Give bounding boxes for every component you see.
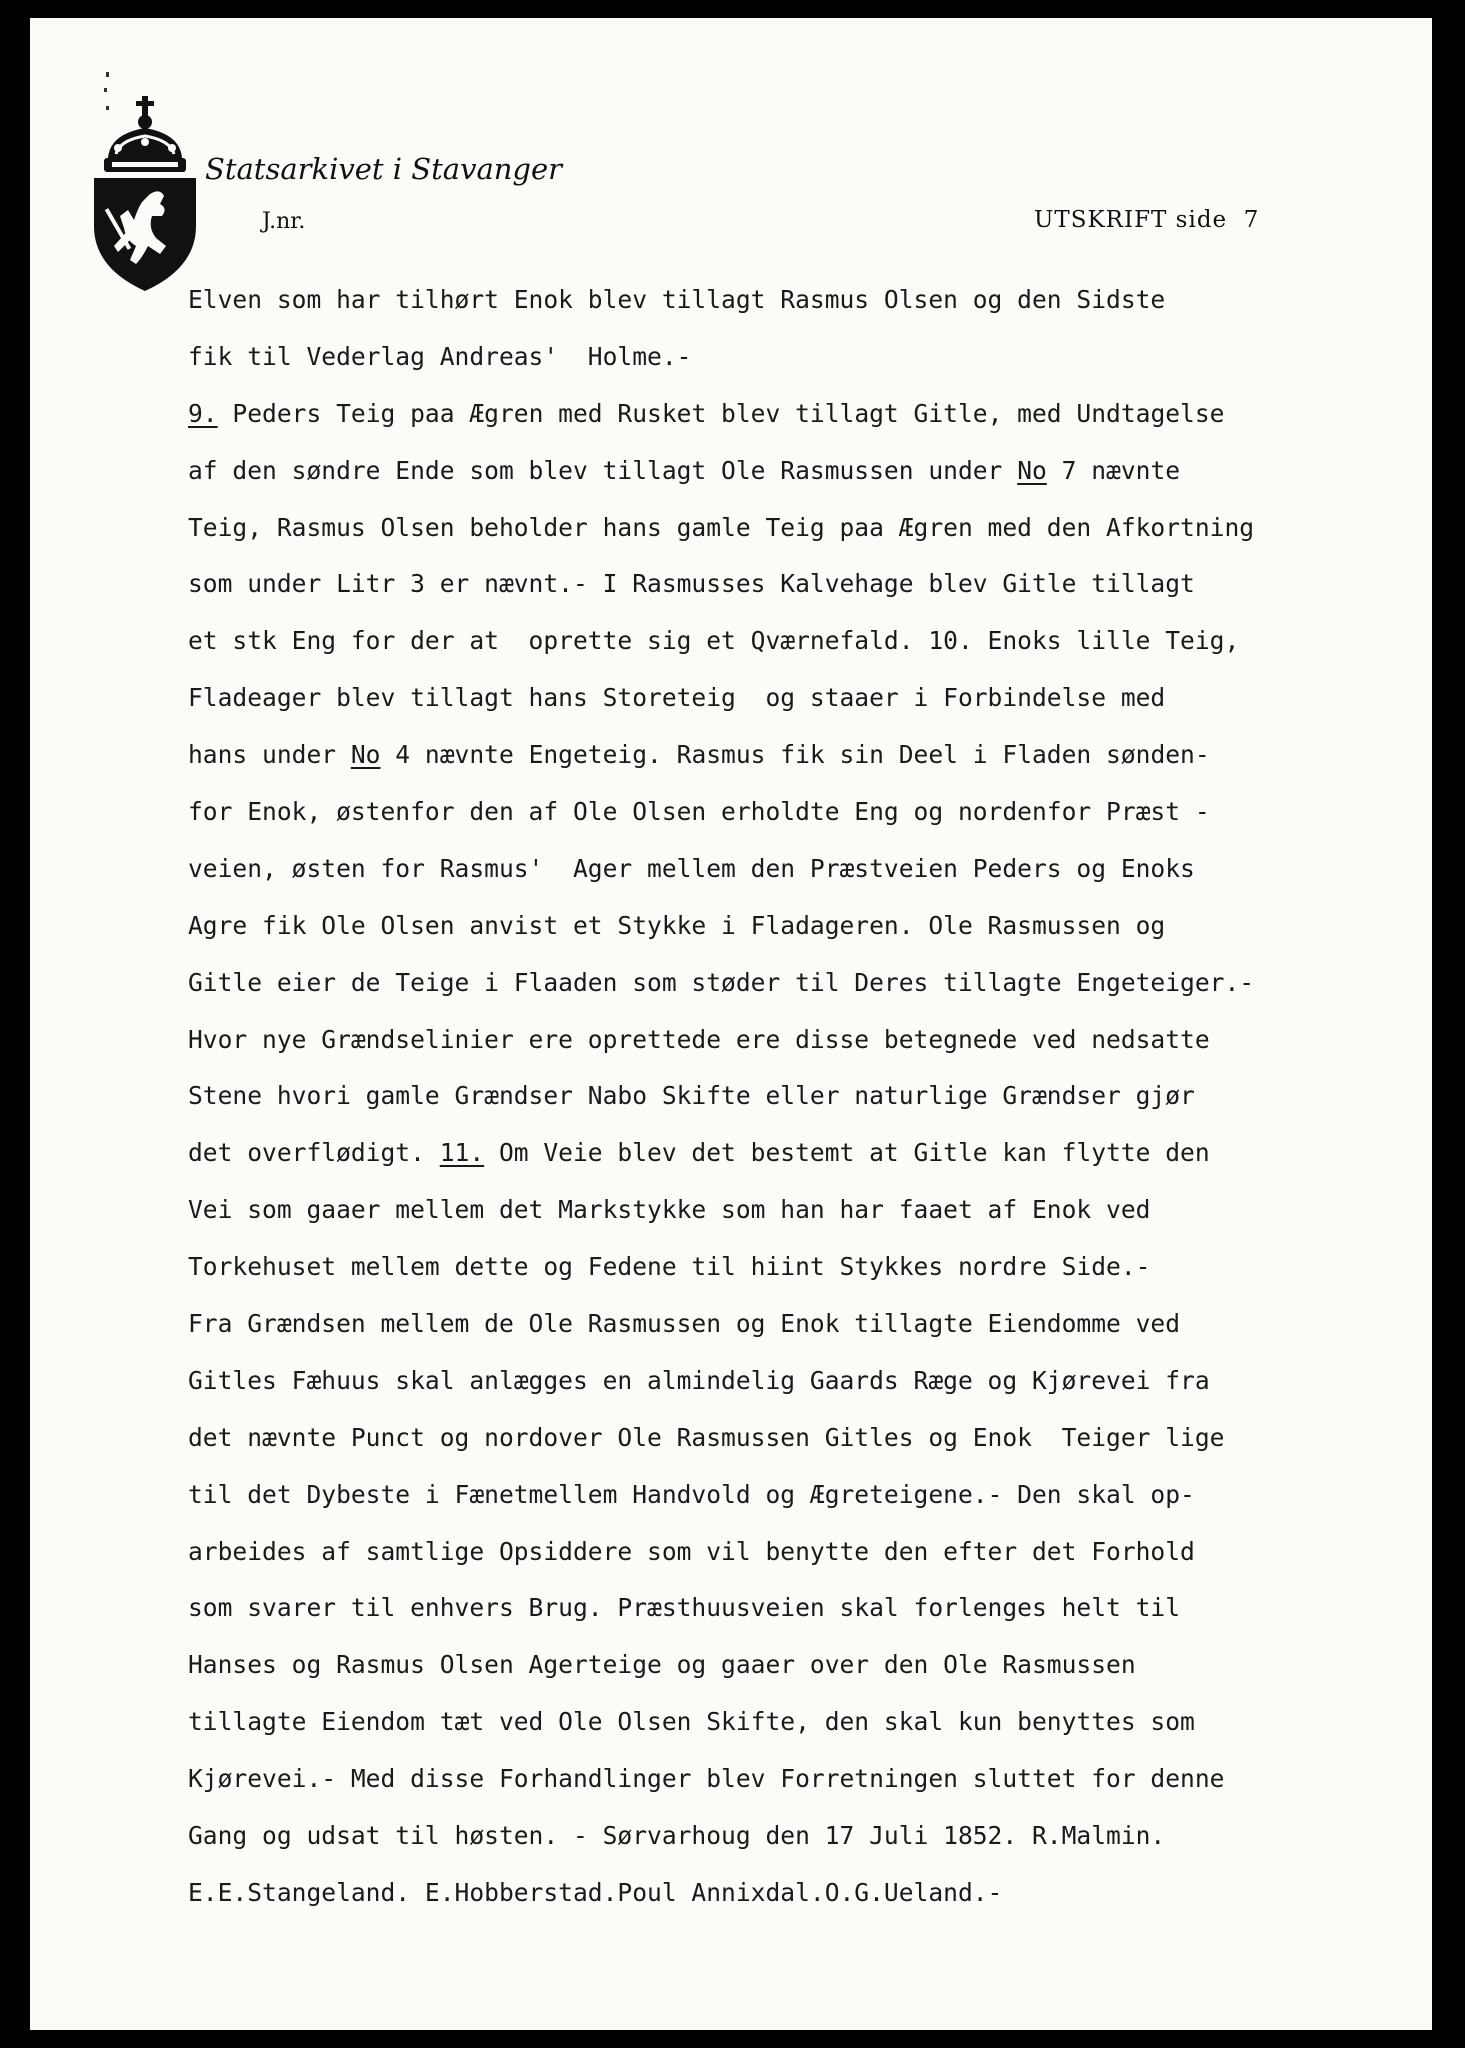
text-line [188, 1808, 1418, 1865]
text-segment: et stk Eng for der at oprette sig et Qværnefald. 10. Enoks lille Teig, [188, 626, 1240, 656]
text-segment: Torkehuset mellem dette og Fedene til hiint Stykkes nordre Side.- [188, 1252, 1151, 1282]
document-page [30, 18, 1432, 2030]
text-line [188, 784, 1418, 841]
text-line [188, 272, 1418, 329]
page-number: 7 [1243, 207, 1260, 233]
text-segment: fik til Vederlag Andreas' Holme.- [188, 341, 692, 371]
text-segment: som svarer til enhvers Brug. Præsthuusveien skal forlenges helt til [188, 1593, 1181, 1623]
text-segment: Om Veie blev det bestemt at Gitle kan flytte den [484, 1138, 1210, 1168]
text-line [188, 556, 1418, 613]
text-segment: for Enok, østenfor den af Ole Olsen erholdte Eng og nordenfor Præst - [188, 797, 1210, 827]
text-segment: Hanses og Rasmus Olsen Agerteige og gaaer over den Ole Rasmussen [188, 1650, 1136, 1680]
text-line [188, 1410, 1418, 1467]
text-segment: 7 nævnte [1046, 455, 1181, 485]
text-segment: Peders Teig paa Ægren med Rusket blev tillagt Gitle, med Undtagelse [217, 398, 1225, 428]
underlined-text: 9. [188, 398, 218, 428]
utskrift-heading [1034, 207, 1259, 233]
text-segment: til det Dybeste i Fænetmellem Handvold og Ægreteigene.- Den skal op- [188, 1479, 1195, 1509]
text-segment: det overflødigt. [188, 1138, 440, 1168]
text-line [188, 1296, 1418, 1353]
text-line [188, 329, 1418, 386]
text-segment: af den søndre Ende som blev tillagt Ole Rasmussen under [188, 455, 1018, 485]
text-line [188, 898, 1418, 955]
text-line [188, 955, 1418, 1012]
text-line [188, 1637, 1418, 1694]
text-segment: Gitle eier de Teige i Flaaden som støder til Deres tillagte Engeteiger.- [188, 967, 1255, 997]
text-line [188, 1012, 1418, 1069]
underlined-text: No [350, 740, 381, 770]
text-segment: Kjørevei.- Med disse Forhandlinger blev Forretningen sluttet for denne [188, 1764, 1225, 1794]
text-line [188, 1865, 1418, 1922]
text-line [188, 1068, 1418, 1125]
text-line [188, 1524, 1418, 1581]
text-segment: Gitles Fæhuus skal anlægges en almindelig Gaards Ræge og Kjørevei fra [188, 1365, 1210, 1395]
typed-transcript-body [188, 272, 1418, 1922]
text-line [188, 841, 1418, 898]
text-segment: Fladeager blev tillagt hans Storeteig og staaer i Forbindelse med [188, 683, 1166, 713]
text-segment: Elven som har tilhørt Enok blev tillagt Rasmus Olsen og den Sidste [188, 285, 1166, 314]
text-segment: Vei som gaaer mellem det Markstykke som han har faaet af Enok ved [188, 1195, 1151, 1225]
text-line [188, 1580, 1418, 1637]
norwegian-coat-of-arms-icon [90, 96, 200, 292]
text-line [188, 1353, 1418, 1410]
text-segment: Agre fik Ole Olsen anvist et Stykke i Fladageren. Ole Rasmussen og [188, 910, 1166, 940]
utskrift-label: UTSKRIFT side [1034, 207, 1228, 233]
text-segment: Hvor nye Grændselinier ere oprettede ere disse betegnede ved nedsatte [188, 1024, 1210, 1054]
text-line [188, 443, 1418, 500]
archive-name: Statsarkivet i Stavanger [205, 152, 563, 186]
text-line [188, 613, 1418, 670]
jnr-label: J.nr. [262, 209, 306, 234]
text-line [188, 727, 1418, 784]
text-line [188, 1182, 1418, 1239]
text-line [188, 1751, 1418, 1808]
text-segment: Gang og udsat til høsten. - Sørvarhoug den 17 Juli 1852. R.Malmin. [188, 1821, 1166, 1851]
text-segment: Stene hvori gamle Grændser Nabo Skifte eller naturlige Grændser gjør [188, 1081, 1195, 1111]
text-line [188, 670, 1418, 727]
text-line [188, 1467, 1418, 1524]
text-segment: tillagte Eiendom tæt ved Ole Olsen Skifte, den skal kun benyttes som [188, 1707, 1195, 1737]
underlined-text: No [1017, 455, 1047, 485]
text-segment: Teig, Rasmus Olsen beholder hans gamle Teig paa Ægren med den Afkortning [188, 512, 1255, 542]
text-segment: veien, østen for Rasmus' Ager mellem den Præstveien Peders og Enoks [188, 853, 1195, 883]
text-line [188, 1239, 1418, 1296]
text-segment: 4 nævnte Engeteig. Rasmus fik sin Deel i Fladen sønden- [380, 740, 1210, 770]
text-line [188, 500, 1418, 557]
text-segment: som under Litr 3 er nævnt.- I Rasmusses Kalvehage blev Gitle tillagt [188, 569, 1195, 599]
text-line [188, 1694, 1418, 1751]
text-segment: hans under [188, 740, 351, 770]
text-line [188, 386, 1418, 443]
text-segment: det nævnte Punct og nordover Ole Rasmussen Gitles og Enok Teiger lige [188, 1422, 1225, 1452]
underlined-text: 11. [439, 1138, 485, 1168]
text-segment: Fra Grændsen mellem de Ole Rasmussen og Enok tillagte Eiendomme ved [188, 1309, 1181, 1339]
text-line [188, 1125, 1418, 1182]
text-segment: E.E.Stangeland. E.Hobberstad.Poul Annixdal.O.G.Ueland.- [188, 1877, 1003, 1907]
text-segment: arbeides af samtlige Opsiddere som vil benytte den efter det Forhold [188, 1536, 1195, 1566]
